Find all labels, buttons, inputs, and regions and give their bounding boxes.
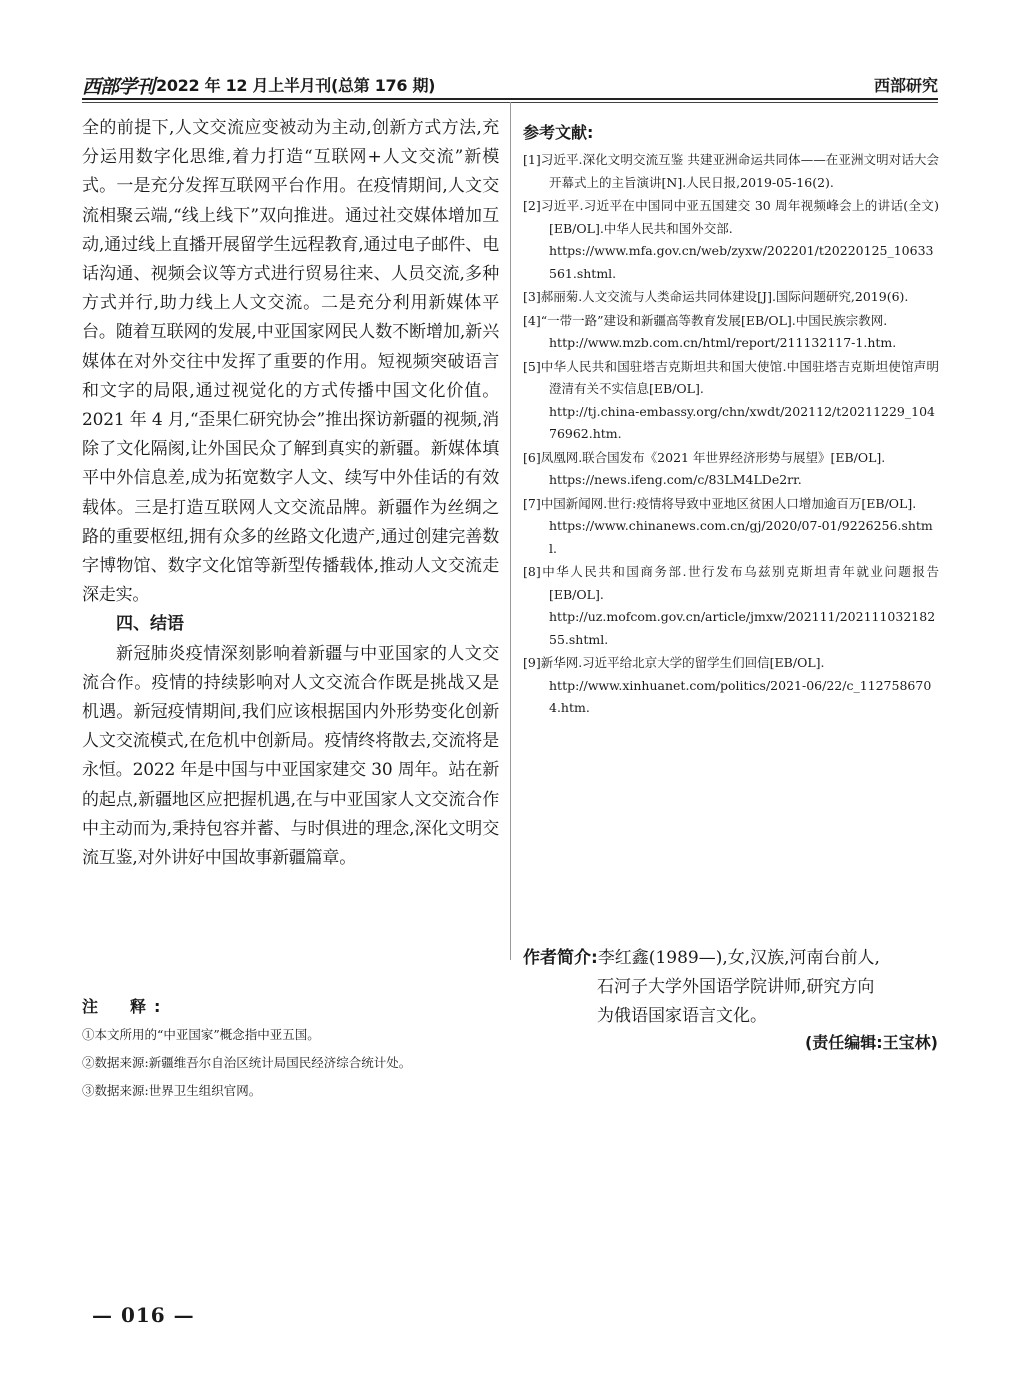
body-paragraph: 全的前提下,人文交流应变被动为主动,创新方式方法,充分运用数字化思维,着力打造“互联网+人文交流”新模式。一是充分发挥互联网平台作用。在疫情期间,人文交流相聚云端,“线上线下”双向推进。通过社交媒体增加互动,通过线上直播开展留学生远程教育,通过电子邮件、电话沟通、视频会议等方式进行贸易往来、人员交流,多种方式并行,助力线上人文交流。二是充分利用新媒体平台。随着互联网的发展,中亚国家网民人数不断增加,新兴媒体在对外交往中发挥了重要的作用。短视频突破语言和文字的局限,通过视觉化的方式传播中国文化价值。2021 年 4 月,“歪果仁研究协会”推出探访新疆的视频,消除了文化隔阂,让外国民众了解到真实的新疆。新媒体填平中外信息差,成为拓宽数字人文、续写中外佳话的有效载体。三是打造互联网人文交流品牌。新疆作为丝绸之路的重要枢纽,拥有众多的丝路文化遗产,通过创建完善数字博物馆、数字文化馆等新型传播载体,推动人文交流走深走实。 (82, 118, 499, 606)
reference-item (523, 286, 939, 309)
editor-credit: (责任编辑:王宝林) (804, 1033, 938, 1052)
note-item: ①本文所用的“中亚国家”概念指中亚五国。 (82, 1027, 320, 1042)
notes-title: 注 释: (82, 997, 169, 1016)
author-text: 石河子大学外国语学院讲师,研究方向 (597, 977, 875, 997)
author-text: 为俄语国家语言文化。 (597, 1006, 767, 1026)
reference-item (523, 149, 939, 194)
author-bio (523, 944, 939, 1031)
notes (82, 994, 502, 1105)
issue-info: 2022 年 12 月上半月刊(总第 176 期) (156, 76, 436, 95)
reference-text: [1]习近平.深化文明交流互鉴 共建亚洲命运共同体——在亚洲文明对话大会开幕式上的主旨演讲[N].人民日报,2019-05-16(2). (523, 152, 939, 190)
author-label: 作者简介: (523, 948, 598, 968)
reference-text: [7]中国新闻网.世行:疫情将导致中亚地区贫困人口增加逾百万[EB/OL]. (523, 495, 917, 511)
reference-url: https://www.chinanews.com.cn/gj/2020/07-01/9226256.shtml. (549, 518, 933, 556)
reference-text: [9]新华网.习近平给北京大学的留学生们回信[EB/OL]. (523, 655, 825, 670)
reference-url: http://uz.mofcom.gov.cn/article/jmxw/202111/20211103218255.shtml. (549, 609, 936, 647)
reference-url: https://www.mfa.gov.cn/web/zyxw/202201/t20220125_10633561.shtml. (549, 243, 934, 281)
reference-item (523, 195, 939, 285)
reference-url: http://tj.china-embassy.org/chn/xwdt/202112/t20211229_10476962.htm. (549, 403, 935, 441)
reference-url: http://www.xinhuanet.com/politics/2021-06/22/c_1127586704.htm. (549, 677, 932, 715)
reference-text: [5]中华人民共和国驻塔吉克斯坦共和国大使馆.中国驻塔吉克斯坦使馆声明澄清有关不实信息[EB/OL]. (523, 358, 939, 396)
header-rule (82, 98, 938, 100)
left-column (82, 114, 499, 873)
reference-text: [6]凤凰网.联合国发布《2021 年世界经济形势与展望》[EB/OL]. (523, 449, 886, 465)
reference-item (523, 310, 939, 355)
note-item: ③数据来源:世界卫生组织官网。 (82, 1083, 262, 1098)
reference-item (523, 493, 939, 561)
reference-item (523, 447, 939, 492)
reference-url: http://www.mzb.com.cn/html/report/211132117-1.htm. (549, 335, 897, 350)
reference-text: [8]中华人民共和国商务部.世行发布乌兹别克斯坦青年就业问题报告[EB/OL]. (523, 564, 939, 602)
references-title: 参考文献: (523, 123, 594, 142)
reference-text: [4]“一带一路”建设和新疆高等教育发展[EB/OL].中国民族宗教网. (523, 312, 888, 328)
author-text: 李红鑫(1989—),女,汉族,河南台前人, (597, 948, 880, 968)
references (523, 120, 939, 721)
reference-text: [2]习近平.习近平在中国同中亚五国建交 30 周年视频峰会上的讲话(全文)[EB/OL].中华人民共和国外交部. (523, 198, 939, 236)
reference-item (523, 561, 939, 651)
note-item: ②数据来源:新疆维吾尔自治区统计局国民经济综合统计处。 (82, 1055, 412, 1070)
section-heading: 四、结语 (116, 614, 184, 635)
section-name: 西部研究 (873, 76, 938, 95)
reference-url: https://news.ifeng.com/c/83LM4LDe2rr. (549, 472, 802, 487)
body-paragraph: 新冠肺炎疫情深刻影响着新疆与中亚国家的人文交流合作。疫情的持续影响对人文交流合作既是挑战又是机遇。新冠疫情期间,我们应该根据国内外形势变化创新人文交流模式,在危机中创新局。疫情终将散去,交流将是永恒。2022 年是中国与中亚国家建交 30 周年。站在新的起点,新疆地区应把握机遇,在与中亚国家人文交流合作中主动而为,秉持包容并蓄、与时俱进的理念,深化文明交流互鉴,对外讲好中国故事新疆篇章。 (82, 643, 499, 869)
journal-logo: 西部学刊 (82, 76, 155, 98)
reference-item (523, 652, 939, 720)
column-divider (510, 102, 511, 960)
page-number: — 016 — (92, 1303, 195, 1327)
reference-text: [3]郝丽菊.人文交流与人类命运共同体建设[J].国际问题研究,2019(6). (523, 289, 909, 304)
reference-item (523, 356, 939, 446)
